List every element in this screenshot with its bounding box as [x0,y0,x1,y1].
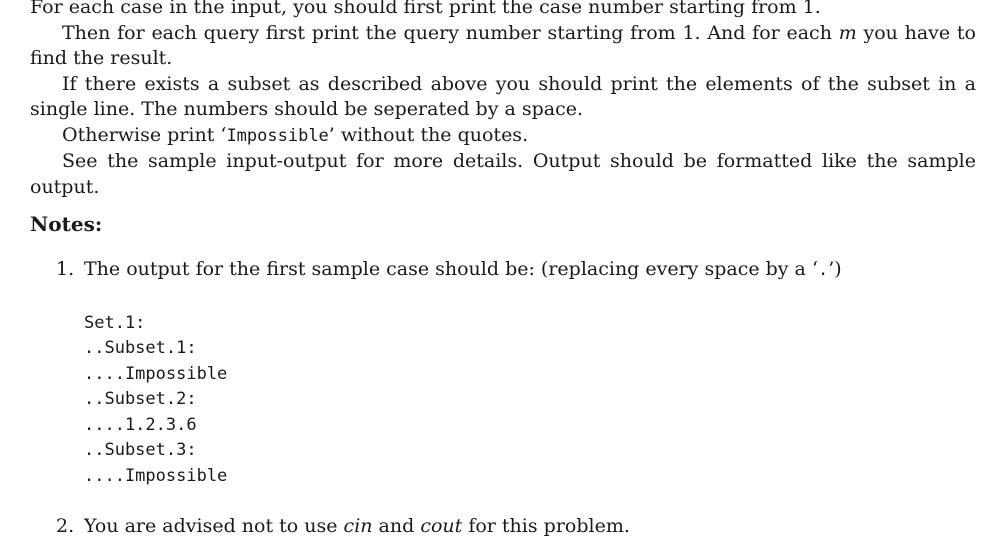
note-text: and [372,515,421,537]
paragraph-text: If there exists a subset as described above you should print the elements of the subset in a single line. The numbers should be seperated by a space. [30,72,976,120]
notes-heading: Notes: [30,212,103,236]
paragraph-sample-details [30,149,976,200]
paragraph-query-number [30,21,976,72]
document-page [30,0,976,540]
note-item-1 [30,257,976,489]
code-line: ..Subset.1: [84,338,197,358]
paragraph-text: Then for each query first print the query number starting from 1. And for each [62,21,839,44]
note-text: ’) [828,258,842,280]
sample-output-code-block [84,311,976,490]
code-line: ....Impossible [84,465,228,486]
code-line: ..Subset.2: [84,389,197,409]
paragraph-text: See the sample input-output for more details. Output should be formatted like the sample output. [30,150,976,198]
note-text: You are advised not to use [84,515,344,537]
notes-list [30,257,976,540]
note-item-2 [30,514,976,540]
code-line: ....Impossible [84,363,228,384]
note-number: 1. [56,258,75,280]
code-line: ....1.2.3.6 [84,414,197,435]
italic-term-cout: cout [420,515,463,537]
italic-term-cin: cin [343,515,373,537]
paragraph-text: For each case in the input, you should first print the case number starting from 1. [30,0,821,18]
code-line: ..Subset.3: [84,440,197,460]
paragraph-text: Otherwise print ‘ [62,123,227,146]
note-text: for this problem. [462,515,630,537]
code-line: Set.1: [84,312,146,333]
paragraph-text: you have to find the result. [30,21,976,69]
note-number: 2. [56,515,75,537]
paragraph-subset-output [30,72,976,123]
paragraph-output-case-number [30,0,976,21]
math-variable-m: m [838,21,857,44]
paragraph-text: ’ without the quotes. [328,123,529,146]
paragraph-impossible [30,123,976,150]
inline-code-impossible: Impossible [226,125,329,146]
note-text: The output for the first sample case should be: (replacing every space by a ‘ [84,258,818,280]
inline-code-dot: . [817,260,829,280]
